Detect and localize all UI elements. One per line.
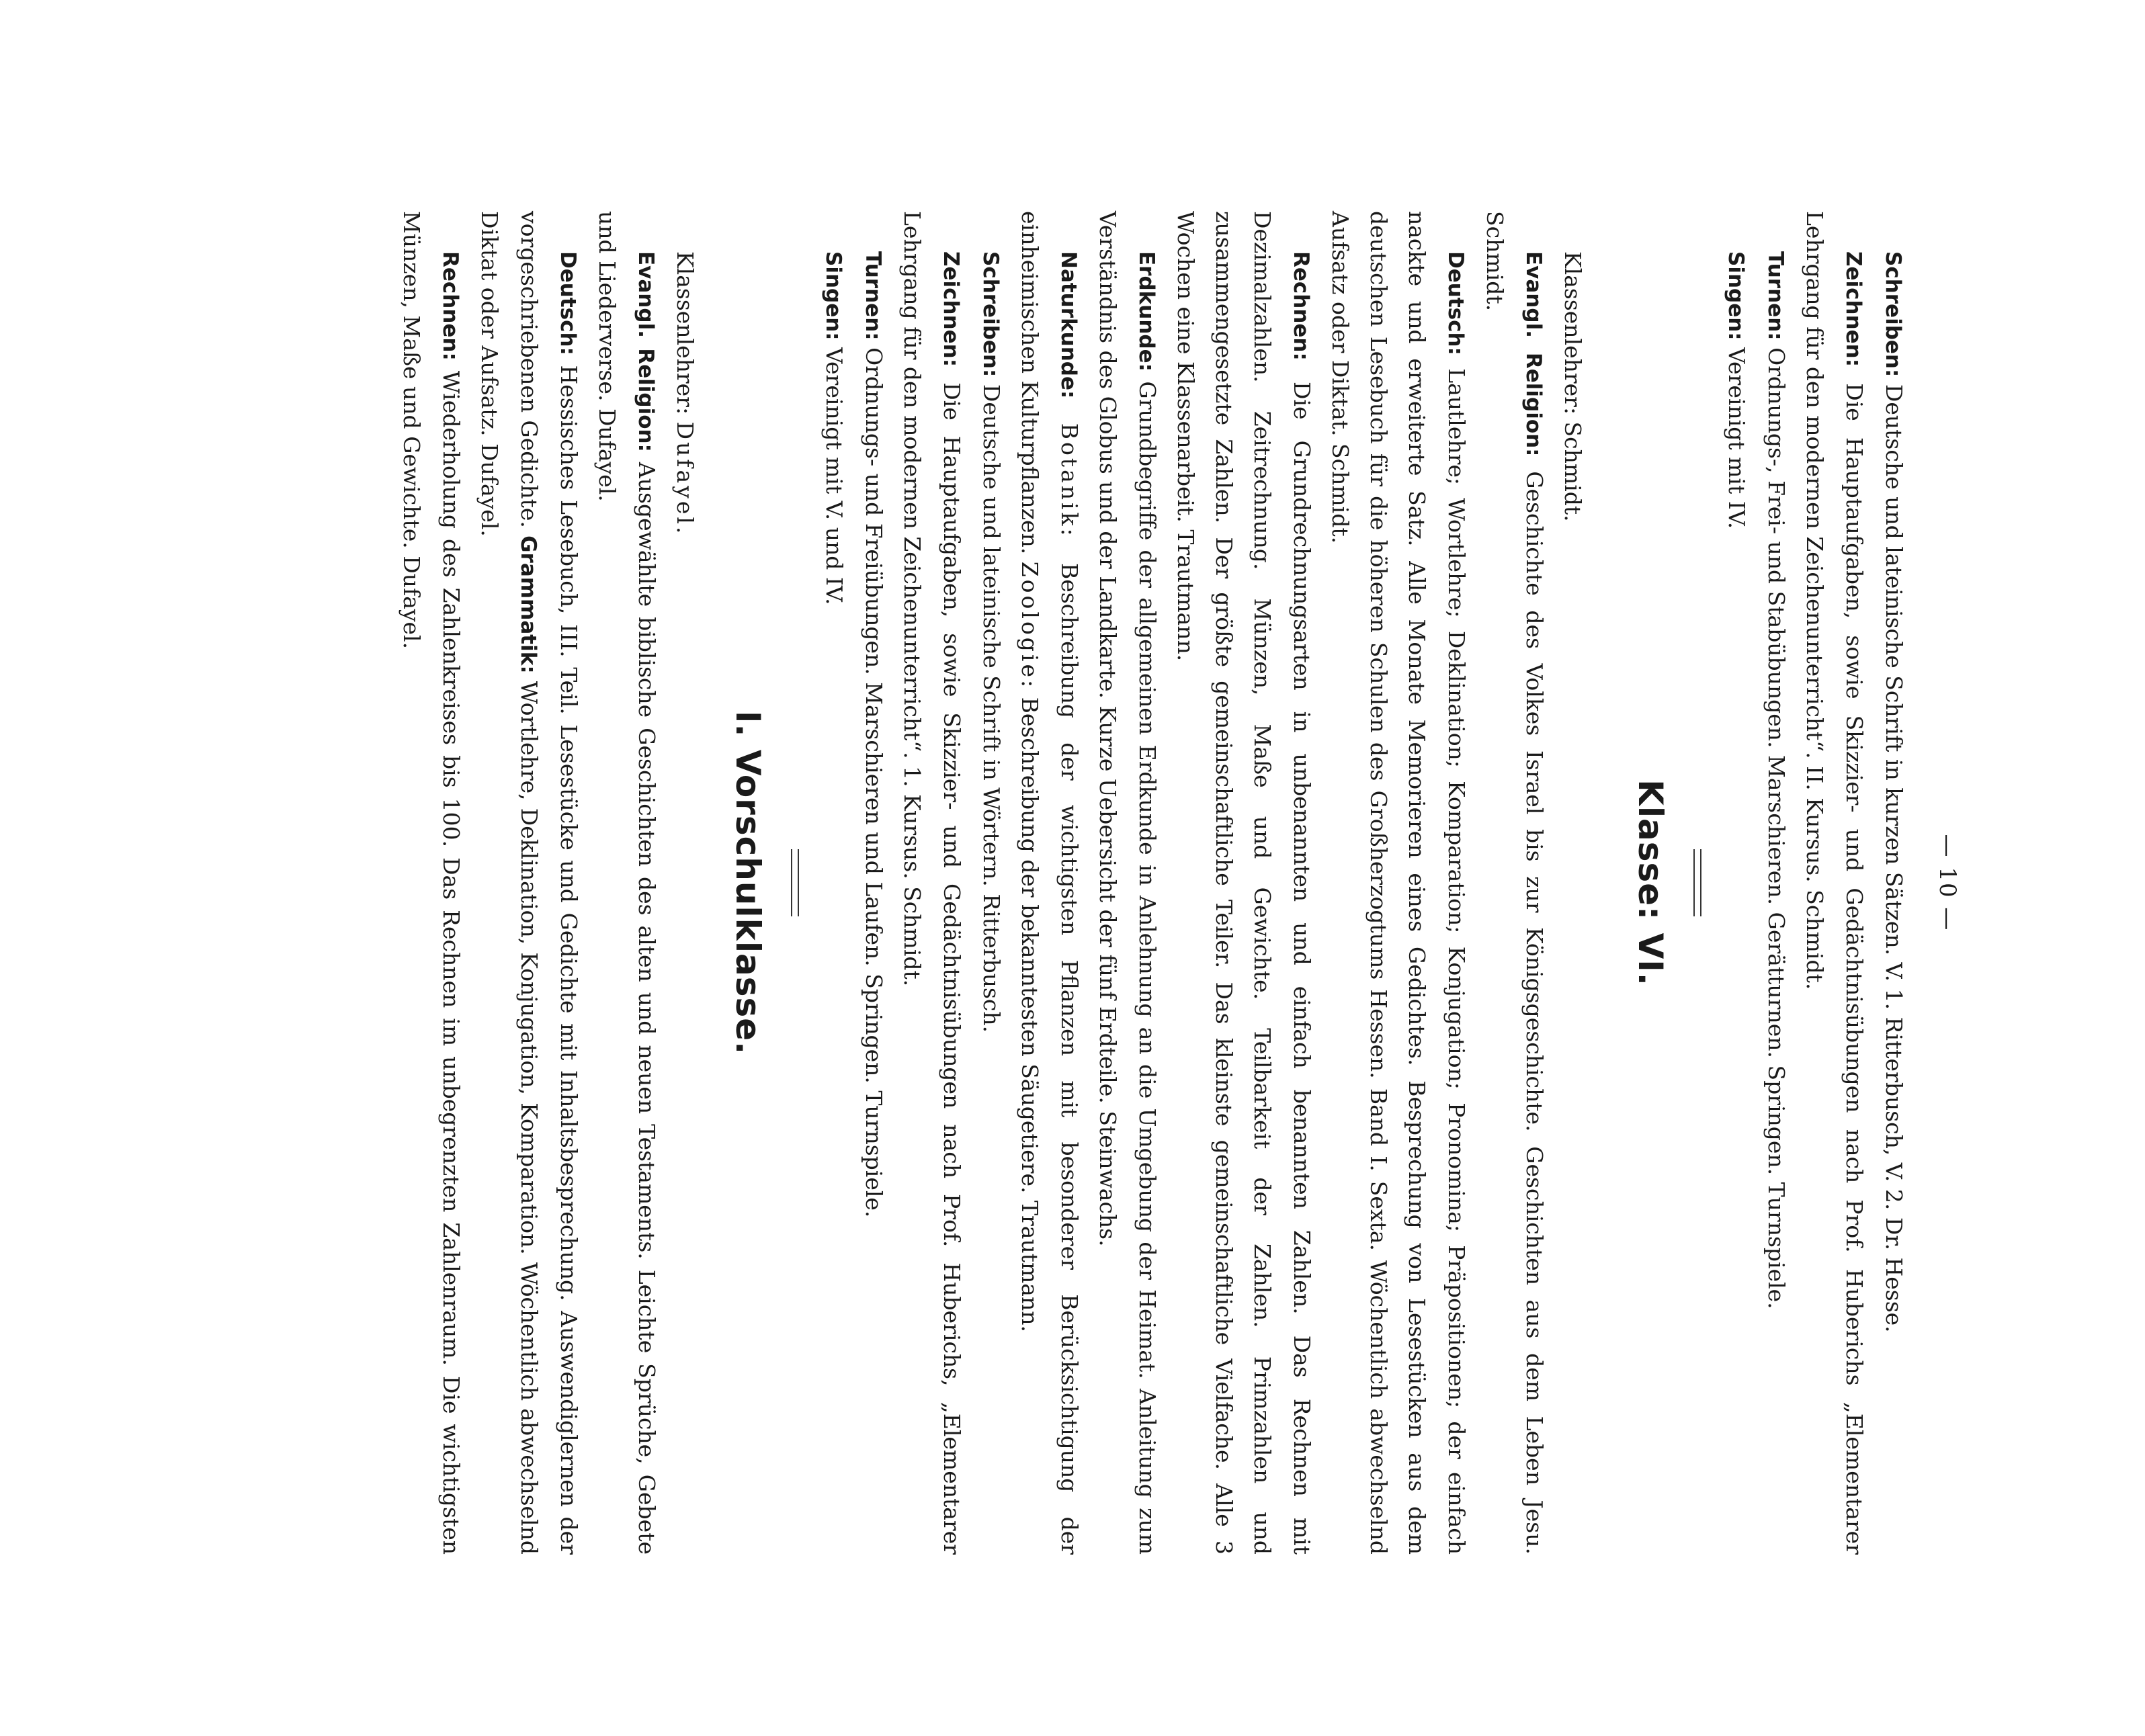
subject-label: Turnen: [861,251,885,341]
page-number: — 10 — [1934,834,1961,932]
subject-text: Wiederholung des Zahlenkreises bis 100. Das Rechnen im unbegrenzten Zahlenraum. Die wichtigsten Münzen, Maße und Gewichte. Dufayel. [398,211,464,1555]
teacher-name: Dufayel. [672,421,698,537]
subject-text: Ausgewählte biblische Geschichten des alten und neuen Testaments. Leichte Sprüche, Gebete und Liederverse. Dufayel. [594,211,660,1555]
subject-text: Deutsche und lateinische Schrift in kurzen Sätzen. V. 1. Ritterbusch, V. 2. Dr. Hesse. [1881,384,1907,1333]
vorschul-section [392,211,704,1555]
subject-label: Naturkunde: [1056,251,1081,399]
vi-item-religion [1476,211,1554,1555]
vs-item-religion [588,211,666,1555]
vi-item-schreiben [971,211,1011,1555]
subject-text-pre: Hessisches Lesebuch, III. Teil. Lesestücke und Gedichte mit Inhaltsbesprechung. Auswendiglernen der vorgeschriebenen Gedichte. [516,211,582,1555]
vi-item-rechnen [1167,211,1321,1555]
subject-text: Die Hauptaufgaben, sowie Skizzier- und Gedächtnisübungen nach Prof. Huberichs „Elementarer Lehrgang für den modernen Zeichenunterricht“. II. Kursus. Schmidt. [1802,211,1867,1555]
subject-label: Evangl. Religion: [634,251,658,452]
vi-item-naturkunde [1011,211,1089,1555]
subject-label: Turnen: [1763,251,1787,341]
subject-label: Zeichnen: [939,251,963,367]
subject-text: Ordnungs-, Frei- und Stabübungen. Marschieren. Gerätturnen. Springen. Turnspiele. [1763,347,1790,1309]
subject-text: Die Hauptaufgaben, sowie Skizzier- und Gedächtnisübungen nach Prof. Huberichs, „Elementarer Lehrgang für den modernen Zeichenunterricht“. 1. Kursus. Schmidt. [899,211,965,1555]
vs-item-rechnen [392,211,470,1555]
subject-text-post: Beschreibung der bekanntesten Säugetiere. Trautmann. [1017,697,1043,1332]
subject-label: Singen: [1724,251,1748,341]
class-teacher [666,211,704,1555]
subject-label: Zeichnen: [1841,251,1865,367]
subject-text: Lautlehre; Wortlehre; Deklination; Komparation; Konjugation; Pronomina; Präpositionen; der einfach nackte und erweiterte Satz. Alle Monate Memorieren eines Gedichtes. Besprechung von Lesestücken aus dem deutschen Lesebuch für die höheren Schulen des Großherzogtums Hessen. Band I. Sexta. Wöchentlich abwechselnd Aufsatz oder Diktat. Schmidt. [1327,211,1470,1555]
prev-item-schreiben [1874,211,1913,1555]
subject-text: Geschichte des Volkes Israel bis zur Königsgeschichte. Geschichten aus dem Leben Jesu. Schmidt. [1482,211,1548,1555]
class-teacher: Klassenlehrer: Schmidt. [1560,251,1586,522]
vi-item-deutsch [1321,211,1476,1555]
subject-text: Wortlehre, Deklination, Konjugation, Komparation. Wöchentlich abwechselnd Diktat oder Aufsatz. Dufayel. [476,211,542,1555]
subject-text: Grundbegriffe der allgemeinen Erdkunde in Anlehnung an die Umgebung der Heimat. Anleitung zum Verständnis des Globus und der Landkarte. Kurze Uebersicht der fünf Erdteile. Steinwachs. [1095,211,1161,1555]
subject-label: Deutsch: [556,251,580,355]
botanik-label: Botanik: [1056,423,1083,539]
vi-item-erdkunde [1089,211,1167,1555]
subject-text: Die Grundrechnungsarten in unbenannten und einfach benannten Zahlen. Das Rechnen mit Dezimalzahlen. Zeitrechnung. Münzen, Maße und Gewichte. Teilbarkeit der Zahlen. Primzahlen und zusammengesetzte Zahlen. Der größte gemeinschaftliche Teiler. Das kleinste gemeinschaftliche Vielfache. Alle 3 Wochen eine Klassenarbeit. Trautmann. [1173,211,1315,1555]
prev-class-section [1716,211,1913,1555]
subject-label: Erdkunde: [1134,251,1159,372]
vs-item-deutsch [470,211,588,1555]
subject-label: Schreiben: [1881,251,1905,378]
subject-label: Singen: [821,251,845,341]
subject-label: Schreiben: [978,251,1003,378]
class-vi-section [814,211,1592,1555]
subject-label: Rechnen: [1289,251,1313,361]
section-divider [777,211,814,1555]
inline-subject-label: Grammatik: [516,535,540,674]
subject-text: Beschreibung der wichtigsten Pflanzen mit besonderer Berücksichtigung der einheimischen Kulturpflanzen. [1017,211,1083,1555]
section-divider [1679,211,1716,1555]
vi-item-zeichnen [893,211,971,1555]
subject-label: Deutsch: [1443,251,1468,355]
vi-item-turnen [853,211,893,1555]
subject-text: Deutsche und lateinische Schrift in Wörtern. Ritterbusch. [978,384,1005,1033]
subject-text: Vereinigt mit V. und IV. [821,347,847,605]
class-vi-heading: Klasse: VI. [1631,779,1670,986]
zoologie-label: Zoologie: [1017,561,1043,691]
subject-text: Ordnungs- und Freiübungen. Marschieren und Laufen. Springen. Turnspiele. [861,347,887,1218]
prev-item-turnen [1756,211,1796,1555]
vi-item-singen [814,211,853,1555]
rotated-page [179,211,1966,1555]
subject-label: Rechnen: [438,251,462,361]
vorschul-heading: I. Vorschulklasse. [728,710,767,1055]
prev-item-singen [1716,211,1756,1555]
subject-text: Vereinigt mit IV. [1724,347,1750,529]
prev-item-zeichnen [1796,211,1874,1555]
teacher-label: Klassenlehrer: [672,251,698,415]
subject-label: Evangl. Religion: [1521,251,1546,457]
